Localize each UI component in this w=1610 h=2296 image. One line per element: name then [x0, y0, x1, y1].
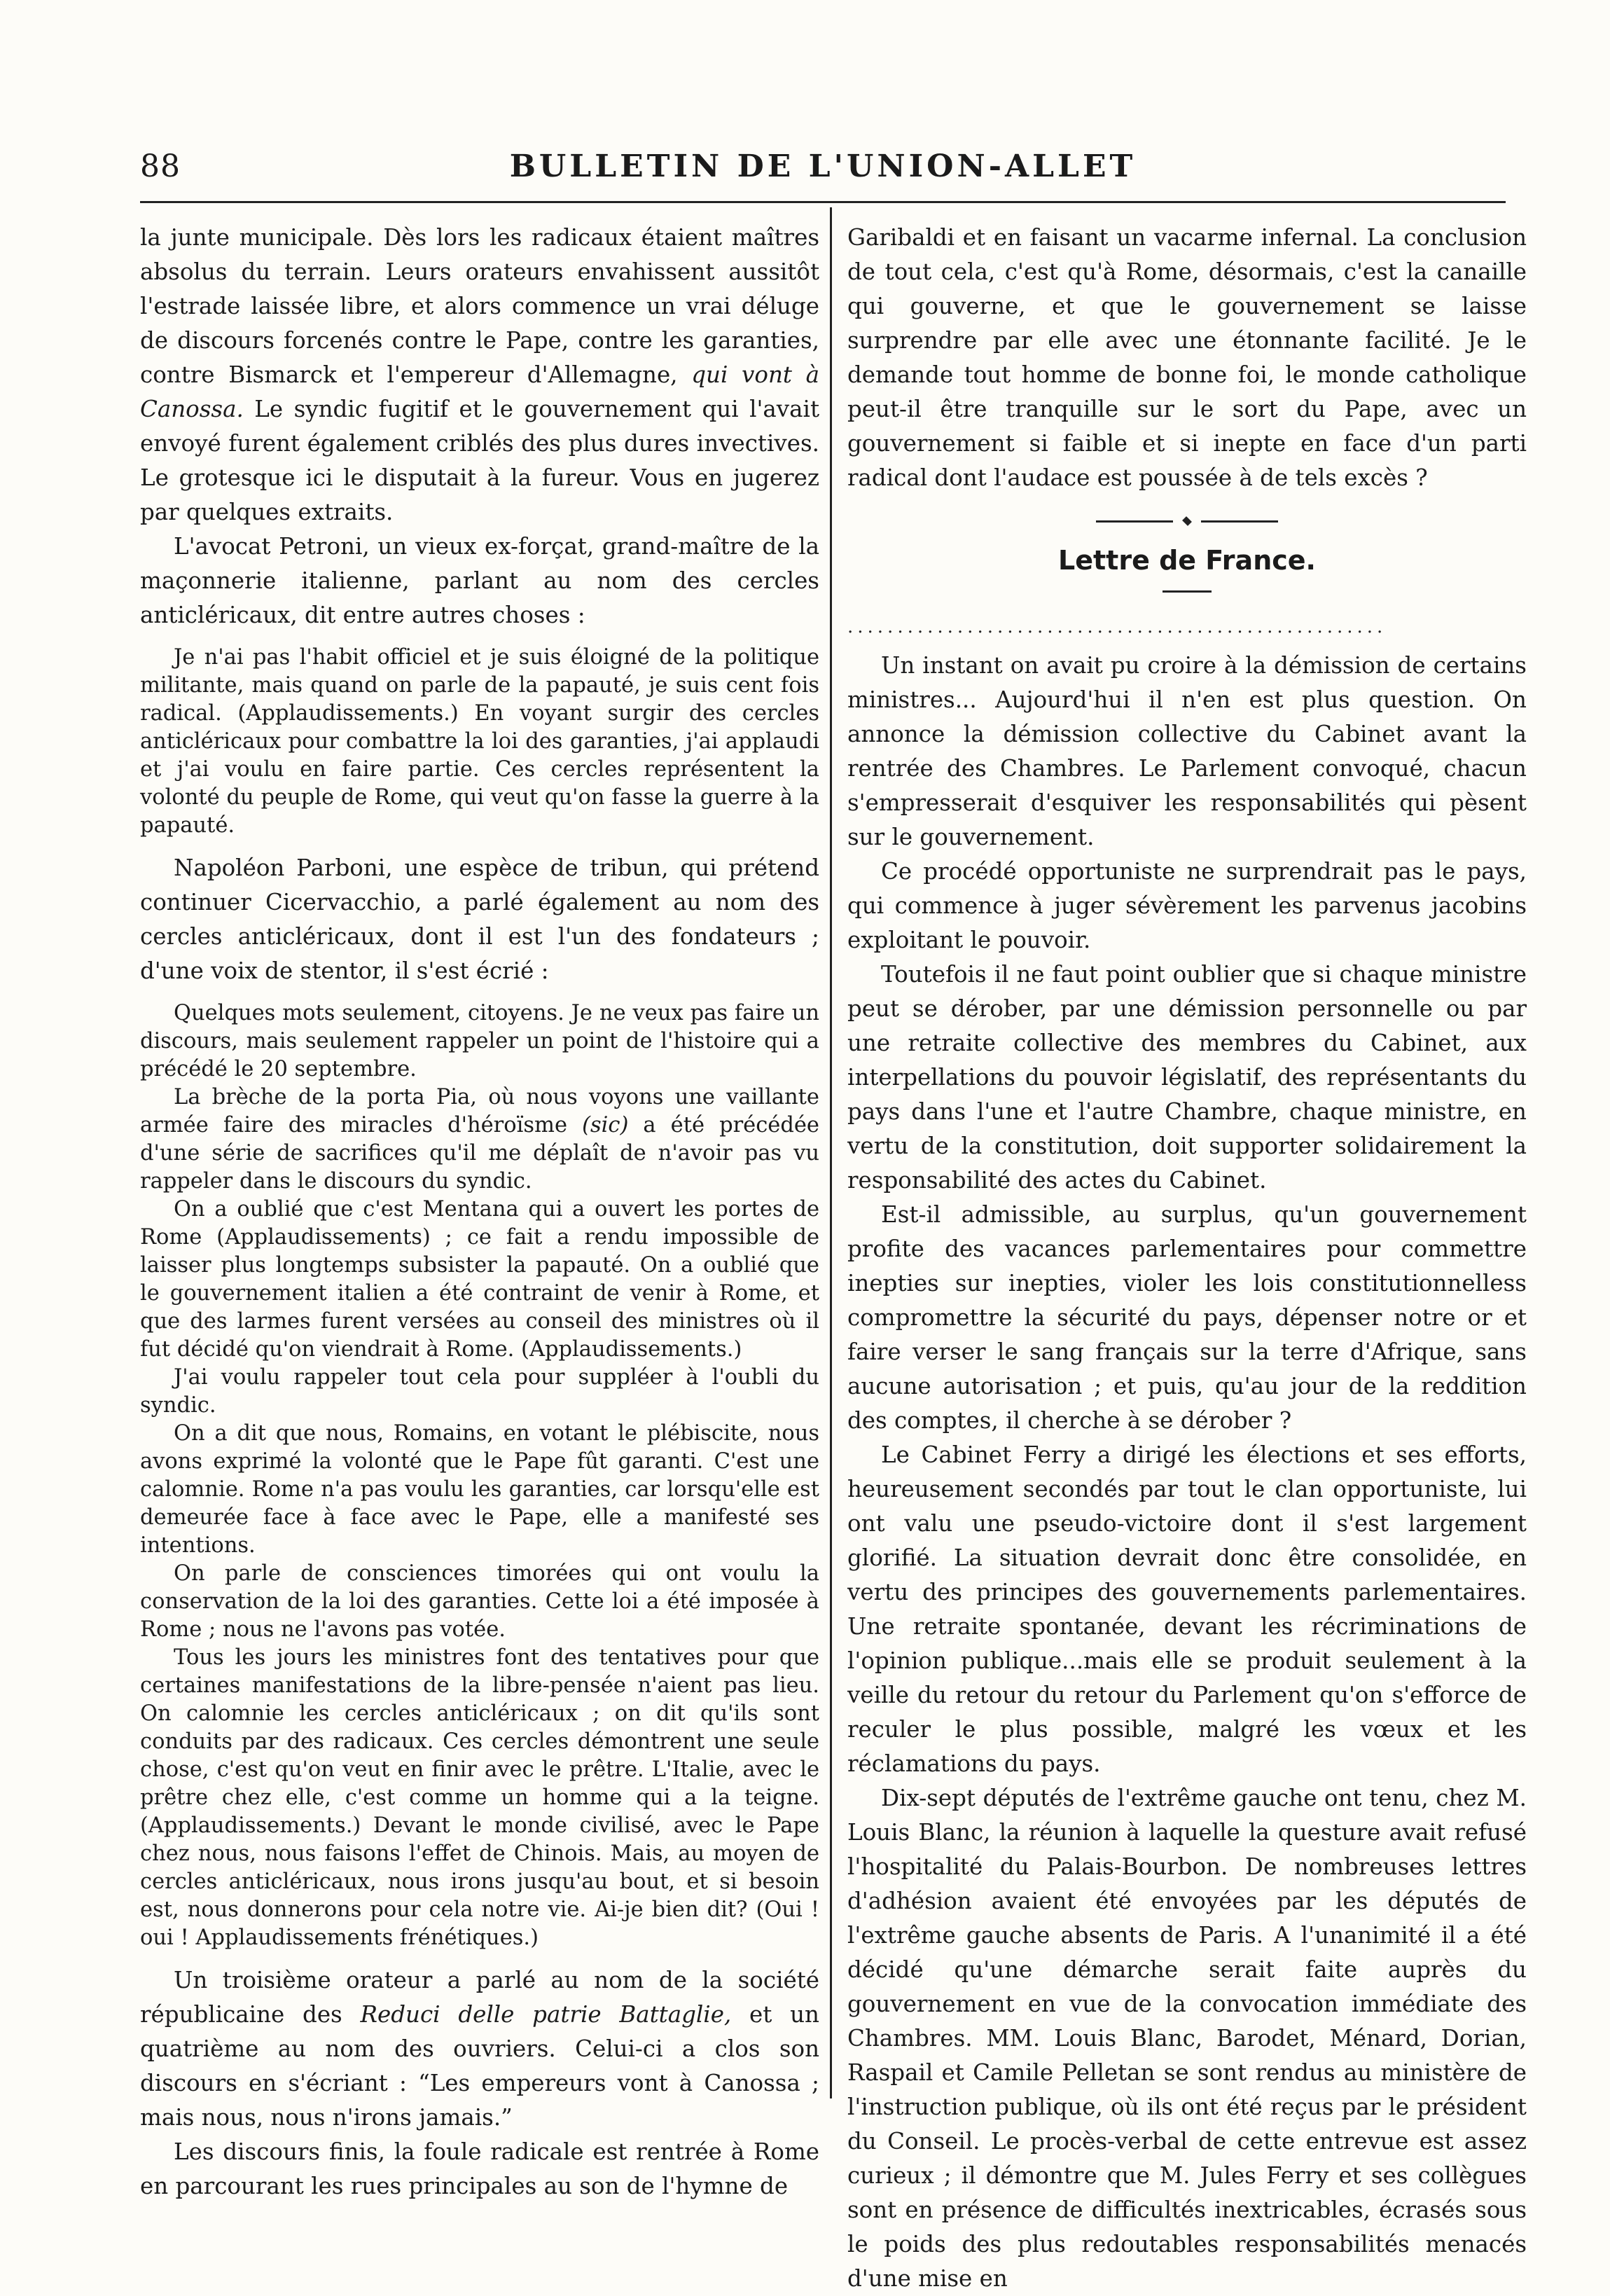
title-rule [1163, 590, 1212, 593]
left-column [140, 221, 819, 2204]
quote-paragraph: Quelques mots seulement, citoyens. Je ne veux pas faire un discours, mais seulement rappeler un point de l'histoire qui a précédé le 20 septembre. [140, 1001, 819, 1081]
right-paragraph-7: Dix-sept députés de l'extrême gauche ont tenu, chez M. Louis Blanc, la réunion à laquelle la questure avait refusé l'hospitalité du Palais-Bourbon. De nombreuses lettres d'adhésion avaient été envoyées par les députés de l'extrême gauche absents de Paris. A l'unanimité il a été décidé qu'une démarche serait faite auprès du gouvernement en vue de la convocation immédiate des Chambres. MM. Louis Blanc, Barodet, Ménard, Dorian, Raspail et Camile Pelletan se sont rendus au ministère de l'instruction publique, où ils ont été reçus par le président du Conseil. Le procès-verbal de cette entrevue est assez curieux ; il démontre que M. Jules Ferry et ses collègues sont en présence de difficultés inextricables, écrasés sous le poids des plus redoutables responsabilités menacés d'une mise en [847, 1785, 1527, 2292]
right-column [847, 221, 1527, 2296]
header-rule [140, 201, 1506, 203]
section-title: Lettre de France. [1058, 545, 1316, 576]
right-paragraph-5: Est-il admissible, au surplus, qu'un gouvernement profite des vacances parlementaires pour commettre inepties sur inepties, violer les lois constitutionnelless compromettre la sécurité du pays, dépenser notre or et faire verser le sang français sur la terre d'Afrique, sans aucune autorisation ; et puis, qu'au jour de la reddition des comptes, il cherche à se dérober ? [847, 1201, 1527, 1434]
quote-paragraph: Je n'ai pas l'habit officiel et je suis éloigné de la politique militante, mais quand on parle de la papauté, je suis cent fois radical. (Applaudissements.) En voyant surgir des cercles anticléricaux pour combattre la loi des garanties, j'ai applaudi et j'ai voulu en faire partie. Ces cercles représentent la volonté du peuple de Rome, qui veut qu'on fasse la guerre à la papauté. [140, 645, 819, 838]
quote-paragraph: On a dit que nous, Romains, en votant le plébiscite, nous avons exprimé la volonté que le Pape fût garanti. C'est une calomnie. Rome n'a pas voulu les garanties, car lorsqu'elle est demeurée face à face avec le Pape, elle a manifesté ses intentions. [140, 1421, 819, 1558]
right-paragraph-3: Ce procédé opportuniste ne surprendrait pas le pays, qui commence à juger sévèrement les parvenus jacobins exploitant le pouvoir. [847, 858, 1527, 953]
left-paragraph-2: L'avocat Petroni, un vieux ex-forçat, grand-maître de la maçonnerie italienne, parlant au nom des cercles anticléricaux, dit entre autres choses : [140, 533, 819, 628]
page-number: 88 [140, 148, 181, 184]
quote-petroni [140, 644, 819, 840]
right-paragraph-2: Un instant on avait pu croire à la démission de certains ministres... Aujourd'hui il n'en est plus question. On annonce la démission collective du Cabinet avant la rentrée des Chambres. Le Parlement convoqué, chacun s'empresserait d'esquiver les responsabilités qui pèsent sur le gouvernement. [847, 652, 1527, 850]
right-paragraph-6: Le Cabinet Ferry a dirigé les élections et ses efforts, heureusement secondés par tout le clan opportuniste, lui ont valu une pseudo-victoire dont il s'est largement glorifié. La situation devrait donc être consolidée, en vertu des principes des gouvernements parlementaires. Une retraite spontanée, devant les récriminations de l'opinion publique...mais elle se produit seulement à la veille du retour du retour du Parlement qu'on s'efforce de reculer le plus possible, malgré les vœux et les réclamations du pays. [847, 1441, 1527, 1777]
left-paragraph-1: la junte municipale. Dès lors les radicaux étaient maîtres absolus du terrain. Leurs orateurs envahissent aussitôt l'estrade laissée libre, et alors commence un vrai déluge de discours forcenés contre le Pape, contre les garanties, contre Bismarck et l'empereur d'Allemagne, qui vont à Canossa. Le syndic fugitif et le gouvernement qui l'avait envoyé furent également criblés des plus dures invectives. Le grotesque ici le disputait à la fureur. Vous en jugerez par quelques extraits. [140, 224, 819, 525]
left-paragraph-3: Napoléon Parboni, une espèce de tribun, qui prétend continuer Cicervacchio, a parlé également au nom des cercles anticléricaux, dont il est l'un des fondateurs ; d'une voix de stentor, il s'est écrié : [140, 855, 819, 984]
column-divider [830, 207, 832, 2098]
quote-paragraph: On a oublié que c'est Mentana qui a ouvert les portes de Rome (Applaudissements) ; ce fait a rendu impossible de laisser plus longtemps subsister la papauté. On a oublié que le gouvernement italien a été contraint de venir à Rome, et que des larmes furent versées au conseil des ministres où il fut décidé qu'on viendrait à Rome. (Applaudissements.) [140, 1197, 819, 1362]
quote-paragraph: On parle de consciences timorées qui ont voulu la conservation de la loi des garanties. Cette loi a été imposée à Rome ; nous ne l'avons pas votée. [140, 1561, 819, 1642]
left-paragraph-5: Les discours finis, la foule radicale est rentrée à Rome en parcourant les rues principales au son de l'hymne de [140, 2138, 819, 2199]
quote-paragraph: La brèche de la porta Pia, où nous voyons une vaillante armée faire des miracles d'héroïsme (sic) a été précédée d'une série de sacrifices qu'il me déplaît de n'avoir pas vu rappeler dans le discours du syndic. [140, 1085, 819, 1194]
right-paragraph-1: Garibaldi et en faisant un vacarme infernal. La conclusion de tout cela, c'est qu'à Rome, désormais, c'est la canaille qui gouverne, et que le gouvernement se laisse surprendre par elle avec une étonnante facilité. Je le demande tout homme de bonne foi, le monde catholique peut-il être tranquille sur le sort du Pape, avec un gouvernement si faible et si inepte en face d'un parti radical dont l'audace est poussée à de tels excès ? [847, 224, 1527, 491]
quote-paragraph: Tous les jours les ministres font des tentatives pour que certaines manifestations de la libre-pensée n'aient pas lieu. On calomnie les cercles anticléricaux ; on dit qu'ils sont conduits par des radicaux. Ces cercles démontrent une seule chose, c'est qu'on veut en finir avec le prêtre. L'Italie, avec le prêtre chez elle, c'est comme un homme qui a la teigne. (Applaudissements.) Devant le monde civilisé, avec le Pape chez nous, nous faisons l'effet de Chinois. Mais, au moyen de cercles anticléricaux, nous irons jusqu'au bout, et si besoin est, nous donnerons pour cela notre vie. Ai-je bien dit? (Oui ! oui ! Applaudissements frénétiques.) [140, 1645, 819, 1950]
left-paragraph-4: Un troisième orateur a parlé au nom de la société républicaine des Reduci delle patrie Battaglie, et un quatrième au nom des ouvriers. Celui-ci a clos son discours en s'écriant : “Les empereurs vont à Canossa ; mais nous, nous n'irons jamais.” [140, 1967, 819, 2131]
quote-paragraph: J'ai voulu rappeler tout cela pour suppléer à l'oubli du syndic. [140, 1365, 819, 1418]
running-title: BULLETIN DE L'UNION-ALLET [509, 148, 1137, 184]
page-header [140, 148, 1506, 191]
quote-parboni [140, 1000, 819, 1952]
right-paragraph-4: Toutefois il ne faut point oublier que si chaque ministre peut se dérober, par une démission personnelle ou par une retraite collective des membres du Cabinet, aux interpellations du pouvoir législatif, des représentants du pays dans l'une et l'autre Chambre, chaque ministre, en vertu de la constitution, doit supporter solidairement la responsabilité des actes du Cabinet. [847, 961, 1527, 1194]
dotted-line: ...................................................... [847, 616, 1387, 637]
section-ornament [1096, 516, 1278, 526]
